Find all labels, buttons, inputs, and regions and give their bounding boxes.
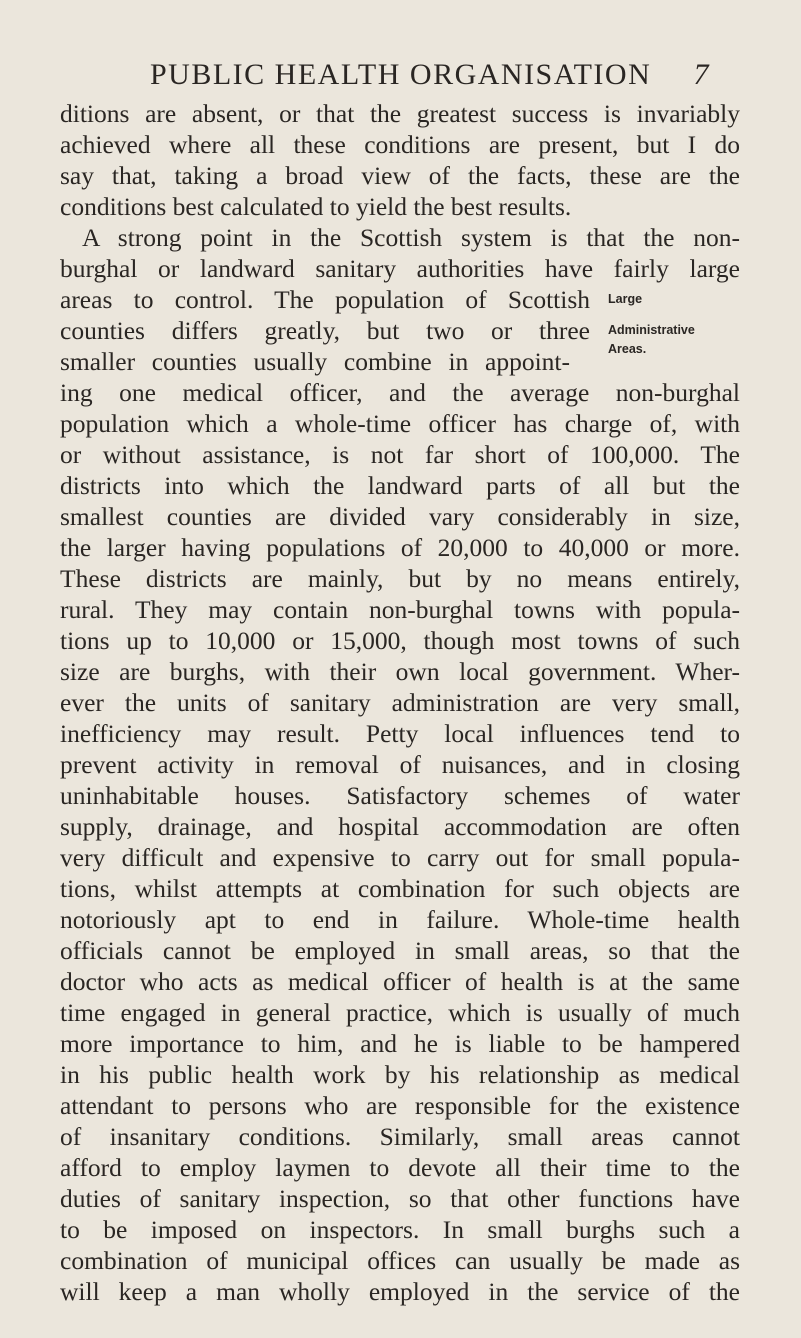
text-line: of insanitary conditions. Similarly, small areas cannot <box>60 1122 740 1151</box>
text-line: notoriously apt to end in failure. Whole-time health <box>60 905 740 934</box>
text-line: officials cannot be employed in small areas, so that the <box>60 936 740 965</box>
text-line: tions up to 10,000 or 15,000, though most towns of such <box>60 626 740 655</box>
text-line: in his public health work by his relationship as medical <box>60 1060 740 1089</box>
text-line: time engaged in general practice, which is usually of much <box>60 998 740 1027</box>
text-line: doctor who acts as medical officer of health is at the same <box>60 967 740 996</box>
text-line: will keep a man wholly employed in the service of the <box>60 1277 740 1306</box>
text-line: prevent activity in removal of nuisances, and in closing <box>60 750 740 779</box>
text-line: size are burghs, with their own local government. Wher- <box>60 657 740 686</box>
text-line: A strong point in the Scottish system is that the non- <box>82 223 740 252</box>
text-line: supply, drainage, and hospital accommodation are often <box>60 812 740 841</box>
text-line: duties of sanitary inspection, so that other functions have <box>60 1184 740 1213</box>
text-line: smallest counties are divided vary considerably in size, <box>60 502 740 531</box>
text-line: ditions are absent, or that the greatest success is invariably <box>60 99 740 128</box>
running-head <box>150 58 710 98</box>
text-line: say that, taking a broad view of the facts, these are the <box>60 161 740 190</box>
text-line: attendant to persons who are responsible for the existence <box>60 1091 740 1120</box>
text-line: burghal or landward sanitary authorities have fairly large <box>60 254 740 283</box>
text-line: afford to employ laymen to devote all their time to the <box>60 1153 740 1182</box>
text-line: very difficult and expensive to carry out for small popula- <box>60 843 740 872</box>
text-line: conditions best calculated to yield the best results. <box>60 192 572 221</box>
text-line: or without assistance, is not far short of 100,000. The <box>60 440 740 469</box>
text-line: population which a whole-time officer has charge of, with <box>60 409 740 438</box>
text-line: tions, whilst attempts at combination for such objects are <box>60 874 740 903</box>
text-line: ing one medical officer, and the average non-burghal <box>60 378 740 407</box>
margin-note-line: Areas. <box>608 342 647 356</box>
running-head-title: PUBLIC HEALTH ORGANISATION <box>150 58 652 91</box>
text-line: the larger having populations of 20,000 to 40,000 or more. <box>60 533 740 562</box>
text-line: achieved where all these conditions are present, but I do <box>60 130 740 159</box>
text-line: areas to control. The population of Scottish <box>60 285 590 314</box>
text-line: smaller counties usually combine in appoint- <box>60 347 570 376</box>
text-line: inefficiency may result. Petty local influences tend to <box>60 719 740 748</box>
text-line: These districts are mainly, but by no means entirely, <box>60 564 740 593</box>
page-number: 7 <box>693 58 710 91</box>
text-line: to be imposed on inspectors. In small burghs such a <box>60 1215 740 1244</box>
text-line: more importance to him, and he is liable to be hampered <box>60 1029 740 1058</box>
text-line: rural. They may contain non-burghal towns with popula- <box>60 595 740 624</box>
text-line: combination of municipal offices can usually be made as <box>60 1246 740 1275</box>
text-line: districts into which the landward parts of all but the <box>60 471 740 500</box>
text-line: counties differs greatly, but two or three <box>60 316 590 345</box>
margin-note-line: Administrative <box>608 323 695 337</box>
text-line: ever the units of sanitary administration are very small, <box>60 688 740 717</box>
margin-note <box>608 290 758 358</box>
text-line: uninhabitable houses. Satisfactory schemes of water <box>60 781 740 810</box>
margin-note-line: Large <box>608 292 643 306</box>
